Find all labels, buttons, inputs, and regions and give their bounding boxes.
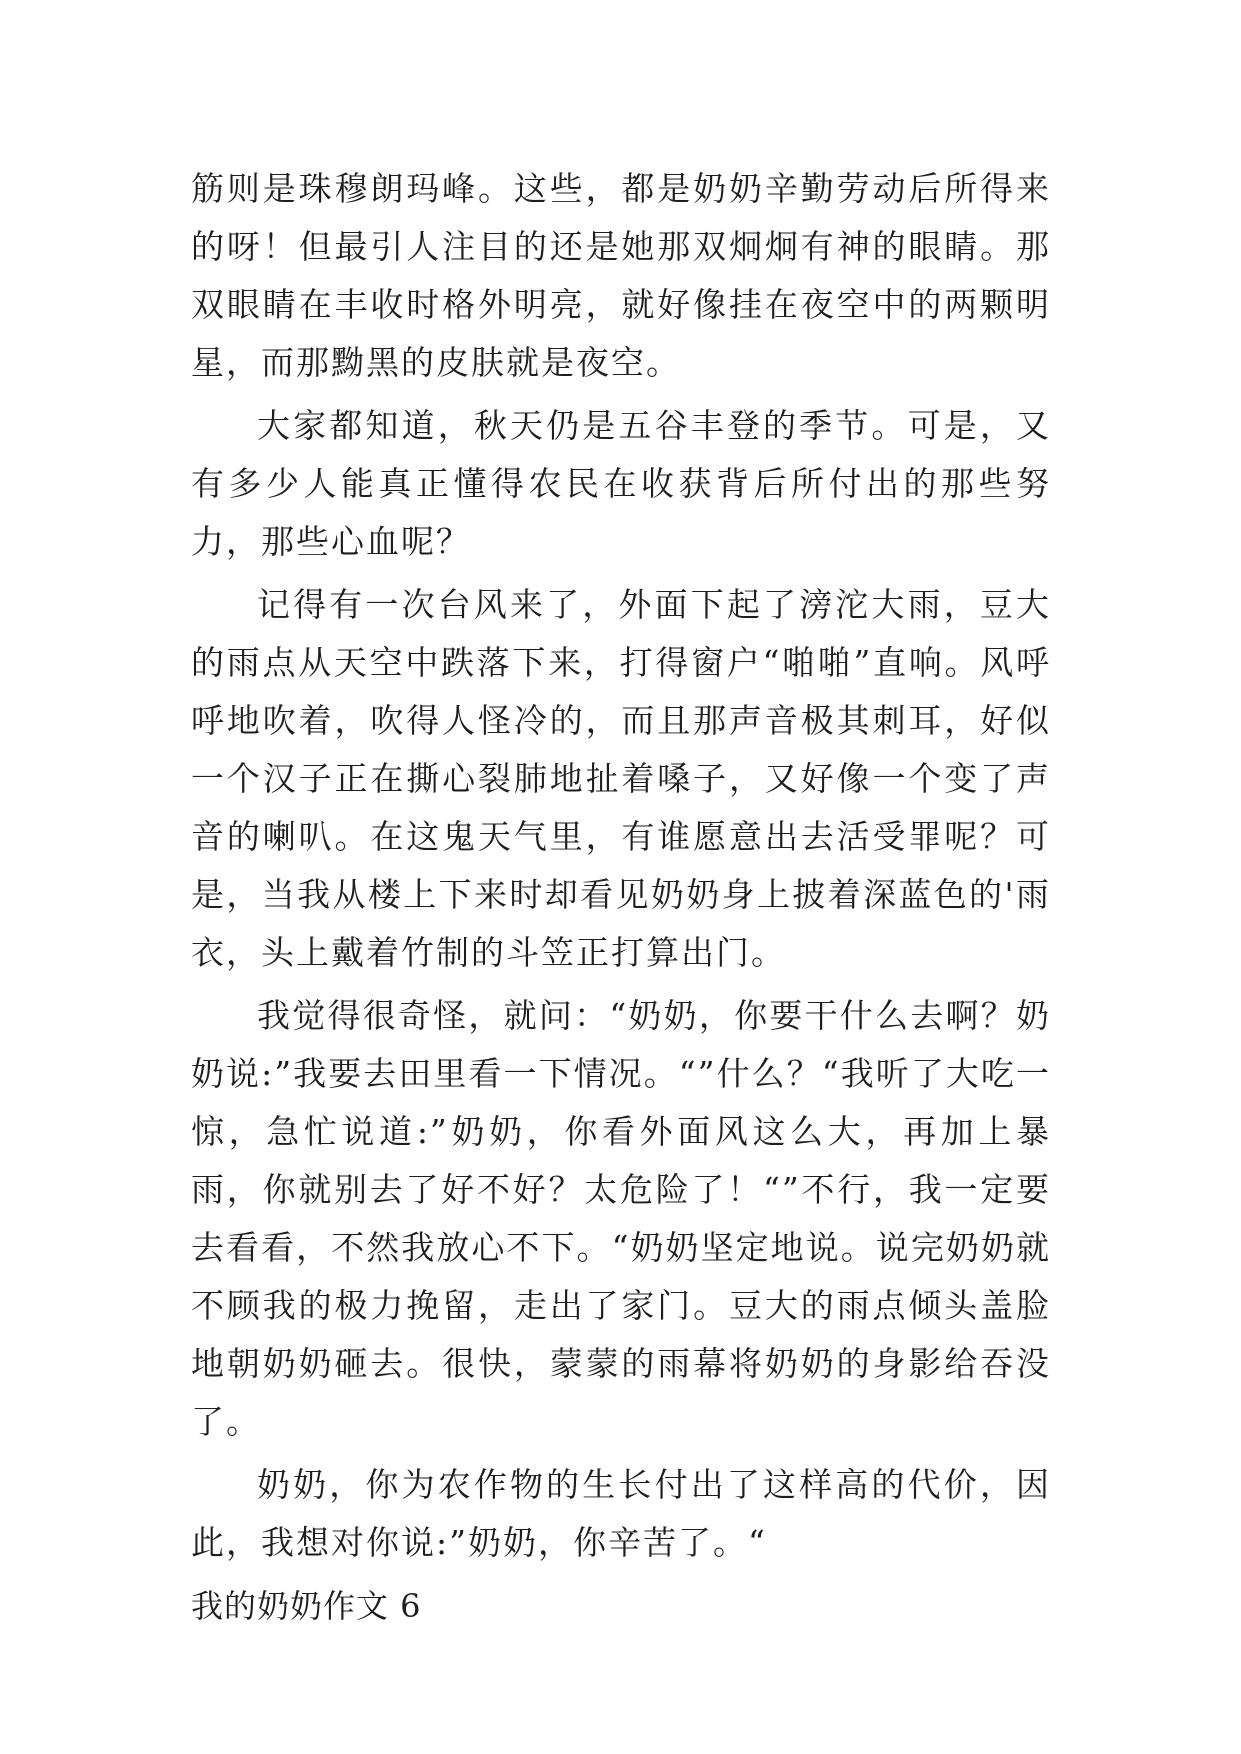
essay-heading: 我的奶奶作文 6	[191, 1587, 422, 1625]
paragraph-typhoon: 记得有一次台风来了，外面下起了滂沱大雨，豆大的雨点从天空中跌落下来，打得窗户“啪啪”直响。风呼呼地吹着，吹得人怪冷的，而且那声音极其刺耳，好似一个汉子正在撕心裂肺地扯着嗓子，又好像一个变了声音的喇叭。在这鬼天气里，有谁愿意出去活受罪呢？可是，当我从楼上下来时却看见奶奶身上披着深蓝色的'雨衣，头上戴着竹制的斗笠正打算出门。	[191, 585, 1051, 972]
paragraph-autumn-harvest: 大家都知道，秋天仍是五谷丰登的季节。可是，又有多少人能真正懂得农民在收获背后所付出的那些努力，那些心血呢？	[191, 406, 1051, 561]
paragraph-continued: 筋则是珠穆朗玛峰。这些，都是奶奶辛勤劳动后所得来的呀！但最引人注目的还是她那双炯炯有神的眼睛。那双眼睛在丰收时格外明亮，就好像挂在夜空中的两颗明星，而那黝黑的皮肤就是夜空。	[191, 169, 1051, 382]
essay-body	[191, 160, 1051, 1635]
paragraph-conclusion: 奶奶，你为农作物的生长付出了这样高的代价，因此，我想对你说:”奶奶，你辛苦了。“	[191, 1465, 1051, 1562]
paragraph-dialogue: 我觉得很奇怪，就问：“奶奶，你要干什么去啊？奶奶说:”我要去田里看一下情况。“”什么？“我听了大吃一惊，急忙说道:”奶奶，你看外面风这么大，再加上暴雨，你就别去了好不好？太危险了！“”不行，我一定要去看看，不然我放心不下。“奶奶坚定地说。说完奶奶就不顾我的极力挽留，走出了家门。豆大的雨点倾头盖脸地朝奶奶砸去。很快，蒙蒙的雨幕将奶奶的身影给吞没了。	[191, 996, 1051, 1441]
